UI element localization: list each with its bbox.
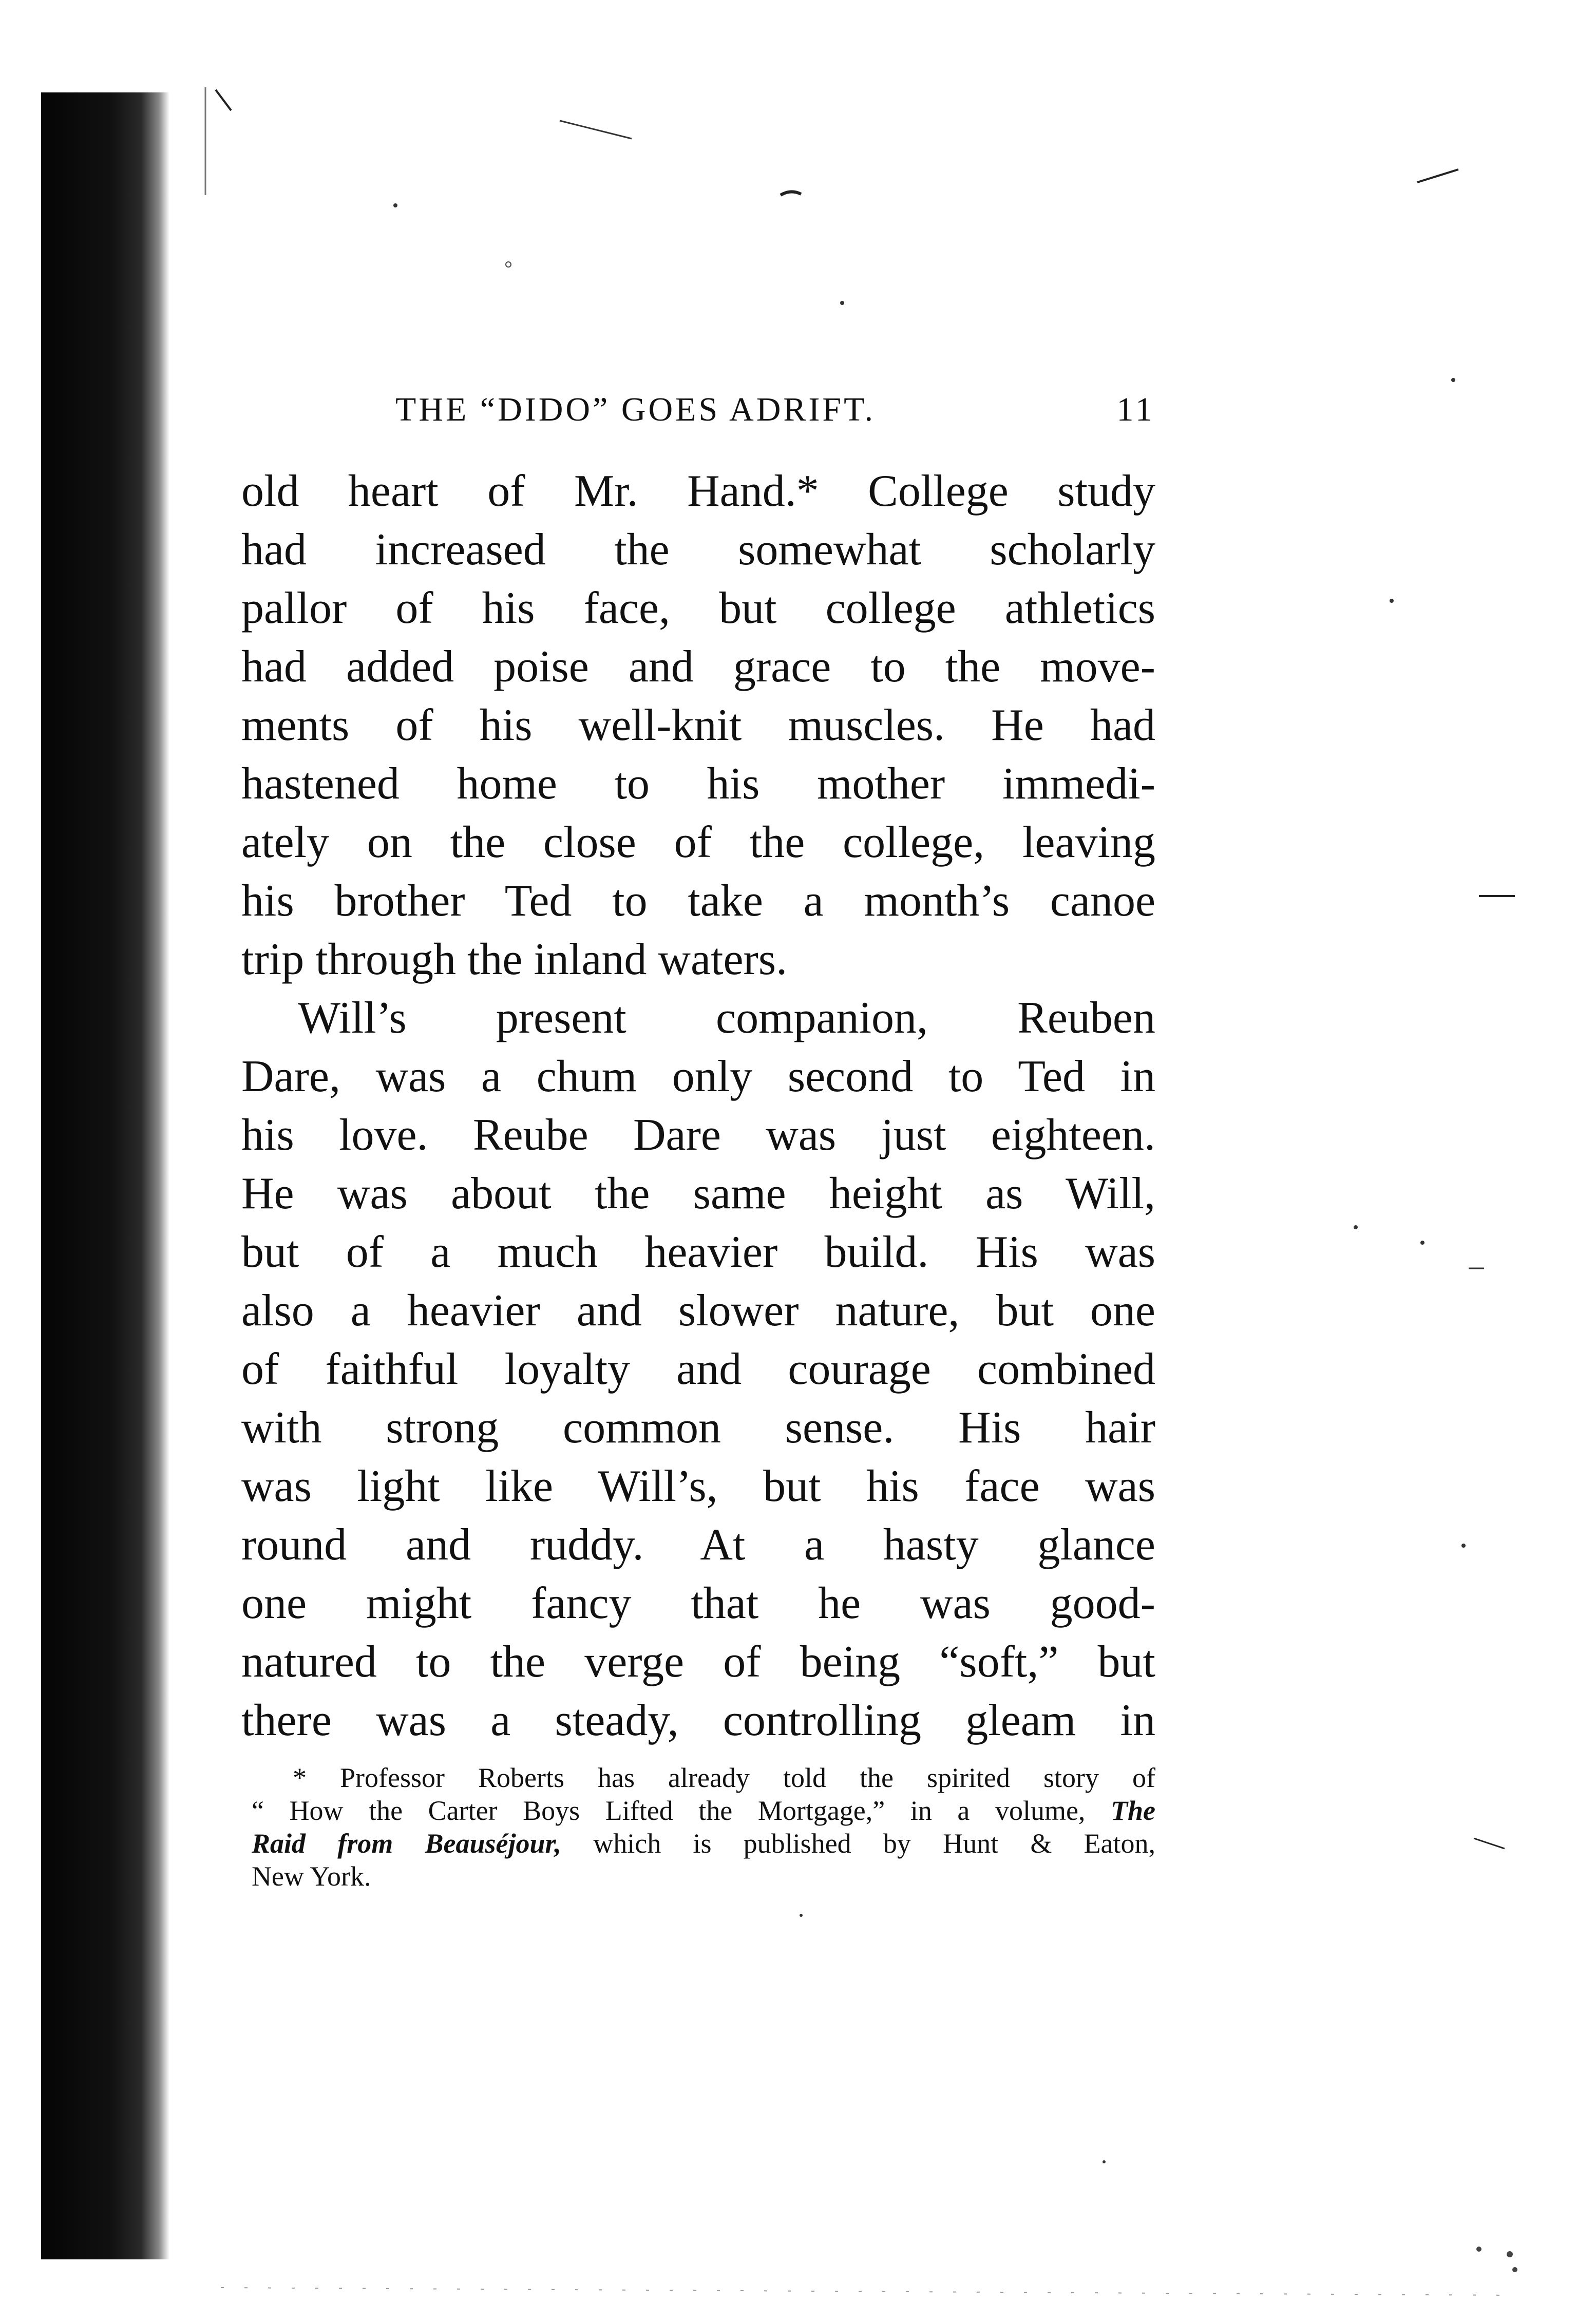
text-line: natured to the verge of being “soft,” but bbox=[241, 1637, 1155, 1687]
footnote bbox=[252, 1761, 1155, 1893]
text-line: one might fancy that he was good- bbox=[241, 1578, 1155, 1628]
running-head bbox=[241, 380, 1155, 436]
text-line: there was a steady, controlling gleam in bbox=[241, 1696, 1155, 1745]
text-line: had increased the somewhat scholarly bbox=[241, 525, 1155, 575]
footnote-text: “ How the Carter Boys Lifted the Mortgage,” in a volume, bbox=[252, 1795, 1086, 1826]
page-number: 11 bbox=[1116, 391, 1155, 428]
text-line: Dare, was a chum only second to Ted in bbox=[241, 1052, 1155, 1101]
footnote-text: which is published by Hunt & Eaton, bbox=[593, 1828, 1155, 1859]
text-line: but of a much heavier build. His was bbox=[241, 1227, 1155, 1277]
text-line: Will’s present companion, Reuben bbox=[298, 993, 1155, 1043]
footnote-book-title: Raid from Beauséjour, bbox=[252, 1828, 562, 1859]
text-line: of faithful loyalty and courage combined bbox=[241, 1344, 1155, 1394]
text-line: ately on the close of the college, leaving bbox=[241, 817, 1155, 867]
text-line: his love. Reube Dare was just eighteen. bbox=[241, 1110, 1155, 1160]
footnote-line bbox=[252, 1794, 1155, 1827]
text-line: his brother Ted to take a month’s canoe bbox=[241, 876, 1155, 926]
text-line: ments of his well-knit muscles. He had bbox=[241, 700, 1155, 750]
text-line: was light like Will’s, but his face was bbox=[241, 1461, 1155, 1511]
text-line: old heart of Mr. Hand.* College study bbox=[241, 466, 1155, 516]
text-line: hastened home to his mother immedi- bbox=[241, 759, 1155, 809]
text-line: pallor of his face, but college athletics bbox=[241, 583, 1155, 633]
footnote-line: * Professor Roberts has already told the spirited story of bbox=[293, 1762, 1155, 1793]
text-line: He was about the same height as Will, bbox=[241, 1169, 1155, 1219]
footnote-line: New York. bbox=[252, 1861, 371, 1892]
text-line: with strong common sense. His hair bbox=[241, 1403, 1155, 1453]
text-line: round and ruddy. At a hasty glance bbox=[241, 1520, 1155, 1570]
text-line: trip through the inland waters. bbox=[241, 935, 788, 984]
footnote-line bbox=[252, 1827, 1155, 1860]
text-line: had added poise and grace to the move- bbox=[241, 642, 1155, 692]
footnote-book-title: The bbox=[1111, 1795, 1155, 1826]
running-title: THE “DIDO” GOES ADRIFT. bbox=[395, 391, 876, 428]
body-text bbox=[241, 462, 1155, 1750]
text-line: also a heavier and slower nature, but one bbox=[241, 1286, 1155, 1336]
